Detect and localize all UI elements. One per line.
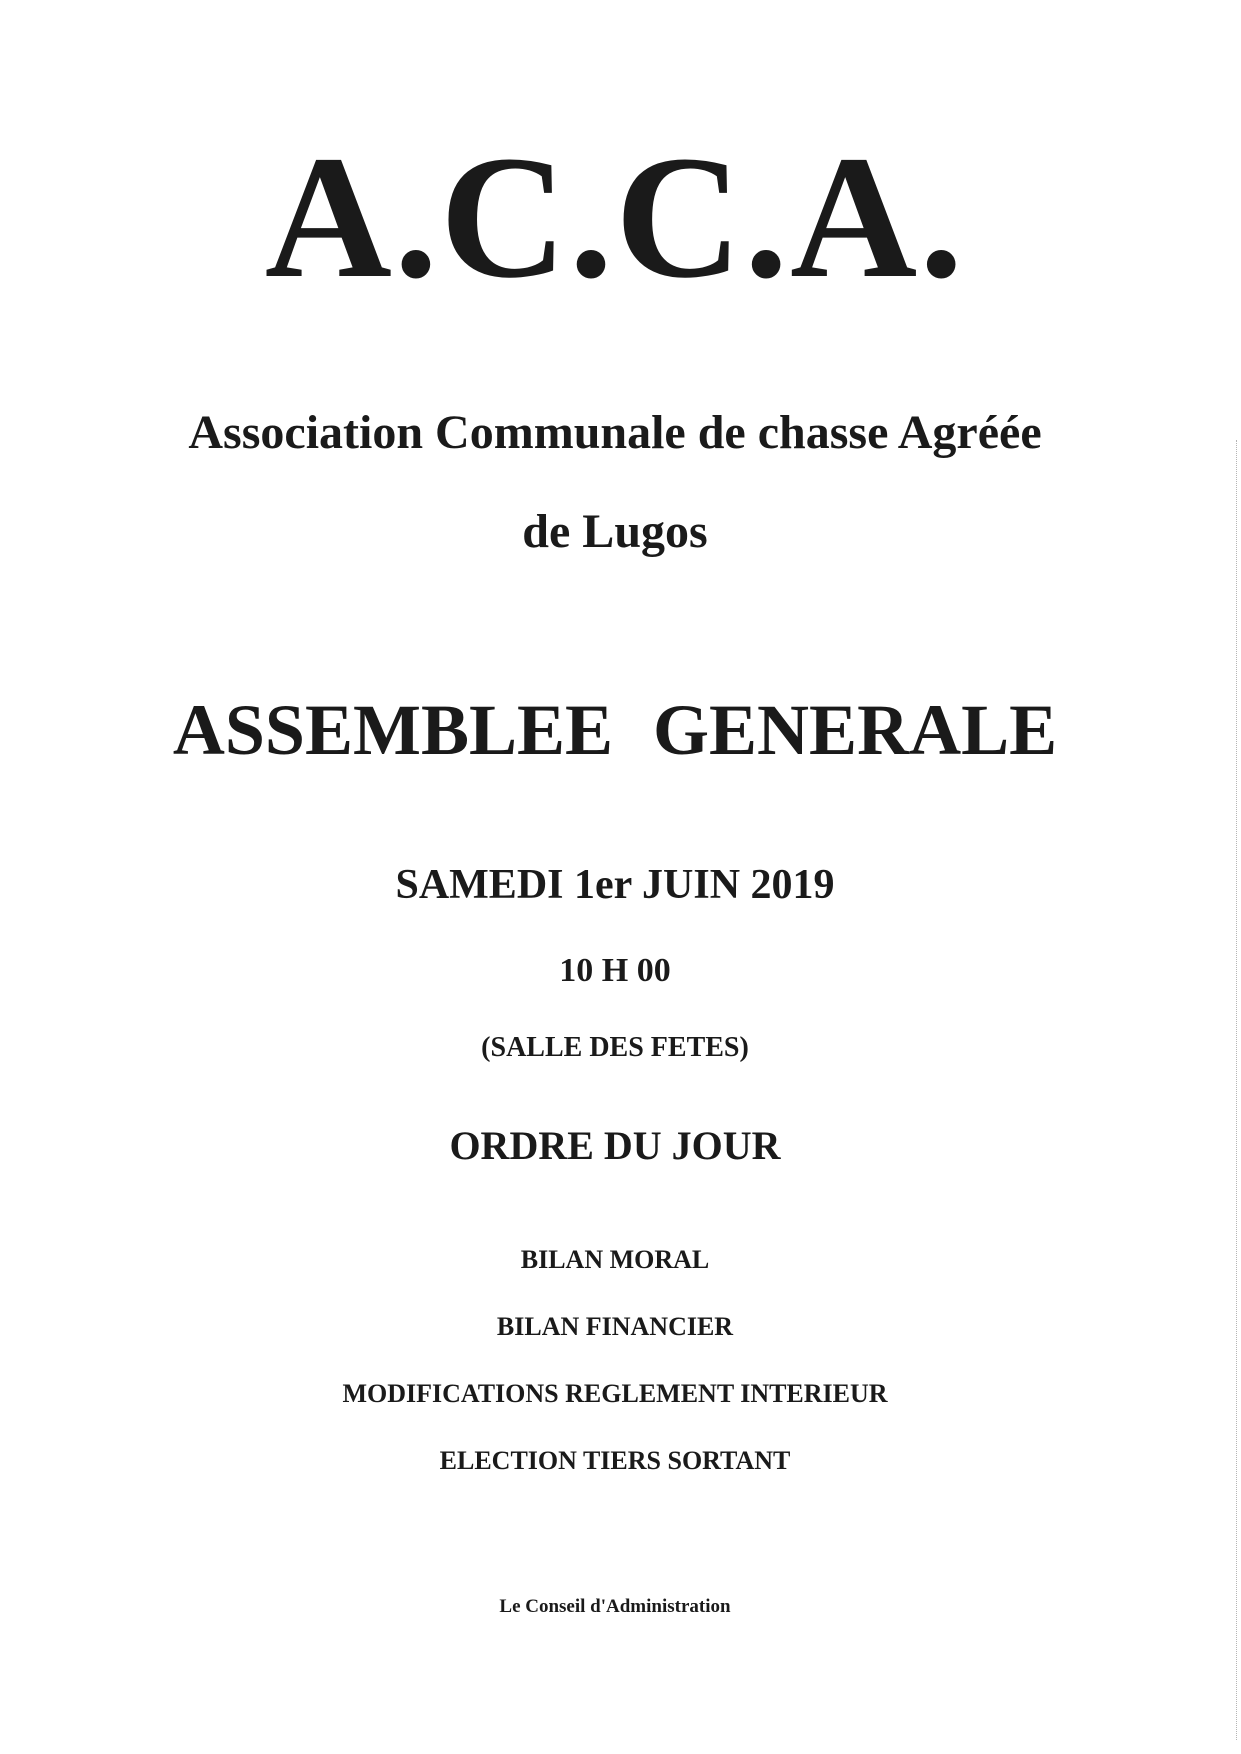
association-name: Association Communale de chasse Agréée [188,406,1042,459]
meeting-date: SAMEDI 1er JUIN 2019 [395,862,835,908]
agenda-item: BILAN FINANCIER [496,1312,734,1341]
meeting-location: (SALLE DES FETES) [481,1032,749,1063]
association-acronym: A.C.C.A. [264,120,966,315]
meeting-time: 10 H 00 [559,952,671,989]
signature: Le Conseil d'Administration [499,1596,731,1617]
agenda-item: MODIFICATIONS REGLEMENT INTERIEUR [342,1379,888,1408]
agenda-list [0,1242,1230,1510]
agenda-item: ELECTION TIERS SORTANT [439,1446,791,1475]
agenda-item: BILAN MORAL [520,1245,710,1274]
scan-edge-mark [1236,440,1241,1740]
commune-name: de Lugos [522,505,708,558]
agenda-title: ORDRE DU JOUR [449,1123,781,1168]
meeting-heading: ASSEMBLEE GENERALE [172,690,1058,770]
